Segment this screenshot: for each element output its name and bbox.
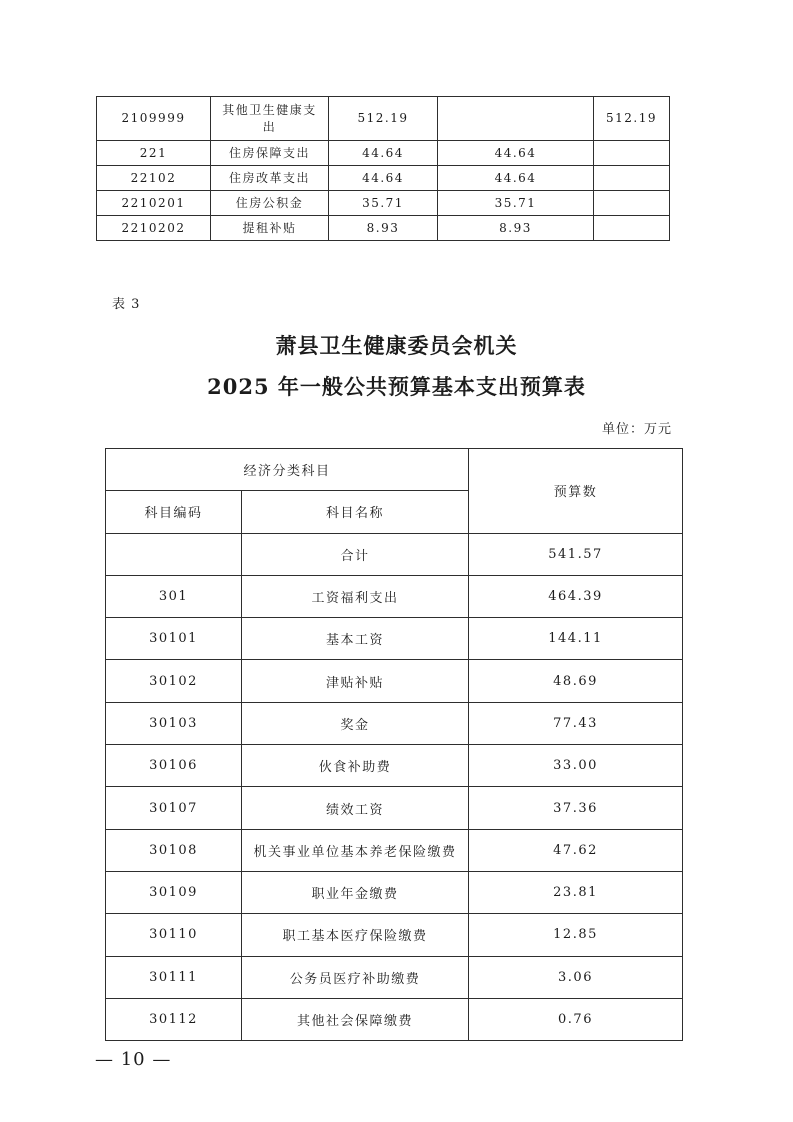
item-code: 2210201 (97, 191, 211, 216)
table-row (97, 141, 670, 166)
table-row (106, 660, 683, 702)
item-name: 职工基本医疗保险缴费 (242, 914, 469, 956)
item-code: 30109 (106, 871, 242, 913)
item-name: 提租补贴 (211, 216, 329, 241)
table-row (106, 956, 683, 998)
item-name: 合计 (242, 533, 469, 575)
table-row (106, 998, 683, 1040)
item-name: 绩效工资 (242, 787, 469, 829)
item-name: 住房公积金 (211, 191, 329, 216)
item-code: 30101 (106, 618, 242, 660)
amount-cell: 512.19 (594, 97, 670, 141)
table-row (106, 575, 683, 617)
amount-cell: 44.64 (438, 166, 594, 191)
amount-cell (594, 216, 670, 241)
table-row (106, 829, 683, 871)
amount-cell (594, 141, 670, 166)
amount-cell: 144.11 (469, 618, 683, 660)
basic-expenditure-table (105, 448, 683, 1041)
table-row (97, 216, 670, 241)
table-row (106, 618, 683, 660)
item-code: 30107 (106, 787, 242, 829)
amount-cell: 3.06 (469, 956, 683, 998)
item-code: 30108 (106, 829, 242, 871)
table-row (106, 745, 683, 787)
item-name: 住房保障支出 (211, 141, 329, 166)
amount-cell: 8.93 (329, 216, 438, 241)
header-item-code: 科目编码 (106, 491, 242, 533)
table-row (97, 97, 670, 141)
amount-cell (594, 166, 670, 191)
header-economic-category: 经济分类科目 (106, 449, 469, 491)
item-code: 30112 (106, 998, 242, 1040)
item-code: 221 (97, 141, 211, 166)
unit-label: 单位：万元 (601, 422, 672, 437)
table-row (106, 702, 683, 744)
item-name: 职业年金缴费 (242, 871, 469, 913)
amount-cell: 77.43 (469, 702, 683, 744)
header-budget-amount: 预算数 (469, 449, 683, 534)
continued-budget-table (96, 96, 670, 241)
amount-cell: 48.69 (469, 660, 683, 702)
amount-cell: 512.19 (329, 97, 438, 141)
document-title: 萧县卫生健康委员会机关 (275, 333, 518, 358)
item-code: 30102 (106, 660, 242, 702)
amount-cell: 44.64 (329, 166, 438, 191)
amount-cell: 44.64 (329, 141, 438, 166)
table-row (97, 166, 670, 191)
amount-cell: 541.57 (469, 533, 683, 575)
item-code (106, 533, 242, 575)
item-code: 301 (106, 575, 242, 617)
item-code: 2210202 (97, 216, 211, 241)
total-row (106, 533, 683, 575)
amount-cell: 8.93 (438, 216, 594, 241)
item-code: 22102 (97, 166, 211, 191)
amount-cell: 464.39 (469, 575, 683, 617)
table-label: 表 3 (112, 297, 141, 312)
amount-cell: 44.64 (438, 141, 594, 166)
header-item-name: 科目名称 (242, 491, 469, 533)
item-name: 奖金 (242, 702, 469, 744)
item-code: 30106 (106, 745, 242, 787)
amount-cell: 35.71 (438, 191, 594, 216)
amount-cell: 35.71 (329, 191, 438, 216)
page-number: — 10 — (95, 1049, 172, 1070)
item-code: 30111 (106, 956, 242, 998)
item-name: 其他社会保障缴费 (242, 998, 469, 1040)
table-row (106, 787, 683, 829)
item-name: 工资福利支出 (242, 575, 469, 617)
item-name: 机关事业单位基本养老保险缴费 (242, 829, 469, 871)
header-row (106, 449, 683, 491)
amount-cell: 12.85 (469, 914, 683, 956)
item-name: 公务员医疗补助缴费 (242, 956, 469, 998)
amount-cell: 37.36 (469, 787, 683, 829)
document-subtitle: 2025 年一般公共预算基本支出预算表 (207, 374, 586, 399)
amount-cell (438, 97, 594, 141)
amount-cell: 23.81 (469, 871, 683, 913)
table-row (106, 871, 683, 913)
item-code: 30103 (106, 702, 242, 744)
item-name: 津贴补贴 (242, 660, 469, 702)
table-row (97, 191, 670, 216)
item-code: 2109999 (97, 97, 211, 141)
table-row (106, 914, 683, 956)
item-name: 基本工资 (242, 618, 469, 660)
amount-cell: 0.76 (469, 998, 683, 1040)
amount-cell: 47.62 (469, 829, 683, 871)
item-name: 其他卫生健康支出 (211, 97, 329, 141)
item-code: 30110 (106, 914, 242, 956)
item-name: 伙食补助费 (242, 745, 469, 787)
item-name: 住房改革支出 (211, 166, 329, 191)
amount-cell: 33.00 (469, 745, 683, 787)
amount-cell (594, 191, 670, 216)
